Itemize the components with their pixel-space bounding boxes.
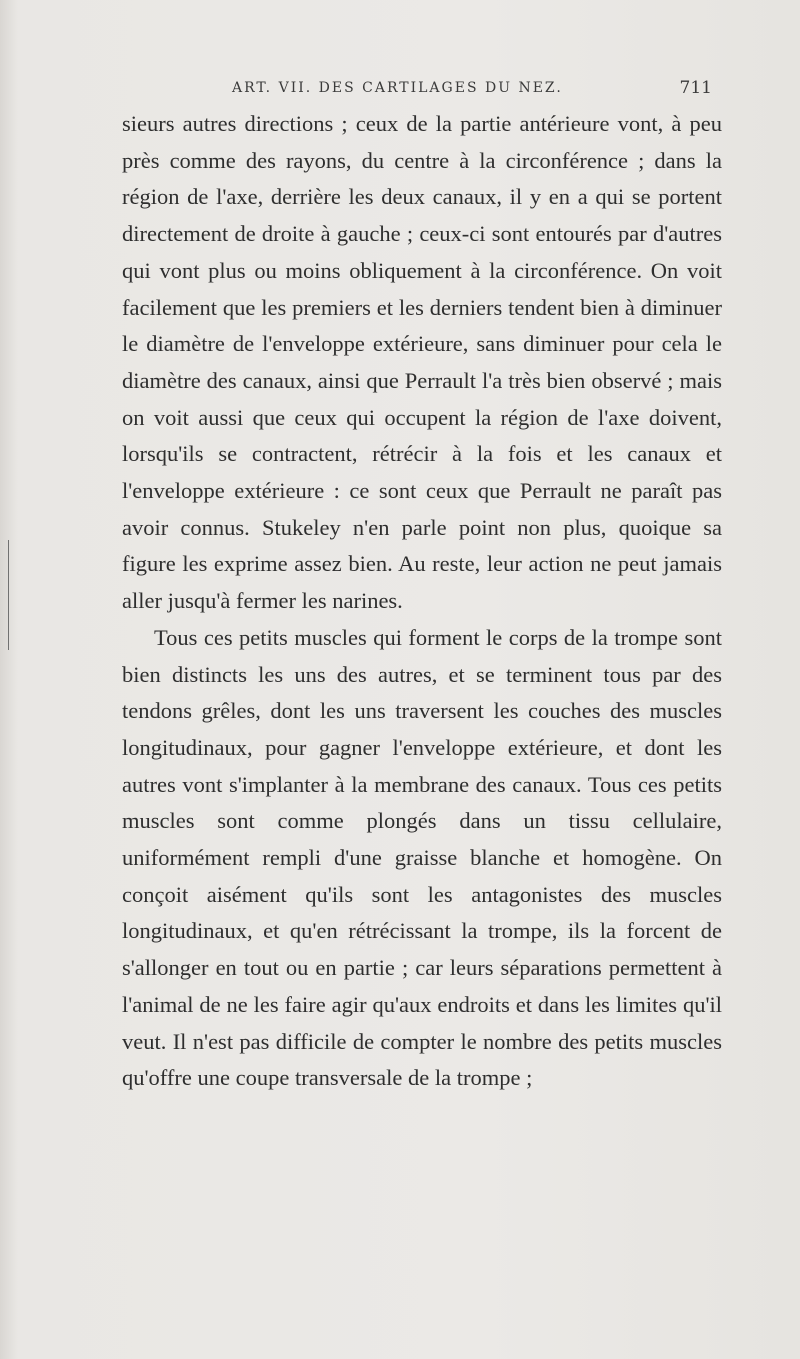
margin-mark <box>8 540 9 650</box>
running-header <box>232 78 712 102</box>
page-number: 711 <box>679 78 712 98</box>
body-text <box>122 106 722 1097</box>
paragraph-continued: sieurs autres directions ; ceux de la partie antérieure vont, à peu près comme des rayons, du centre à la circonférence ; dans la région de l'axe, derrière les deux canaux, il y en a qui se portent directement de droite à gauche ; ceux-ci sont entourés par d'autres qui vont plus ou moins obliquement à la circonférence. On voit facilement que les premiers et les derniers tendent bien à diminuer le diamètre de l'enveloppe extérieure, sans diminuer pour cela le diamètre des canaux, ainsi que Perrault l'a très bien observé ; mais on voit aussi que ceux qui occupent la région de l'axe doivent, lorsqu'ils se contractent, rétrécir à la fois et les canaux et l'enveloppe extérieure : ce sont ceux que Perrault ne paraît pas avoir connus. Stukeley n'en parle point non plus, quoique sa figure les exprime assez bien. Au reste, leur action ne peut jamais aller jusqu'à fermer les narines. <box>122 111 722 614</box>
paragraph: Tous ces petits muscles qui forment le corps de la trompe sont bien distincts les uns des autres, et se terminent tous par des tendons grêles, dont les uns traversent les couches des muscles longitudinaux, pour gagner l'enveloppe extérieure, et dont les autres vont s'implanter à la membrane des canaux. Tous ces petits muscles sont comme plongés dans un tissu cellulaire, uniformément rempli d'une graisse blanche et homogène. On conçoit aisément qu'ils sont les antagonistes des muscles longitudinaux, et qu'en rétrécissant la trompe, ils la forcent de s'allonger en tout ou en partie ; car leurs séparations permettent à l'animal de ne les faire agir qu'aux endroits et dans les limites qu'il veut. Il n'est pas difficile de compter le nombre des petits muscles qu'offre une coupe transversale de la trompe ; <box>122 624 722 1091</box>
running-title: ART. VII. DES CARTILAGES DU NEZ. <box>232 80 563 96</box>
